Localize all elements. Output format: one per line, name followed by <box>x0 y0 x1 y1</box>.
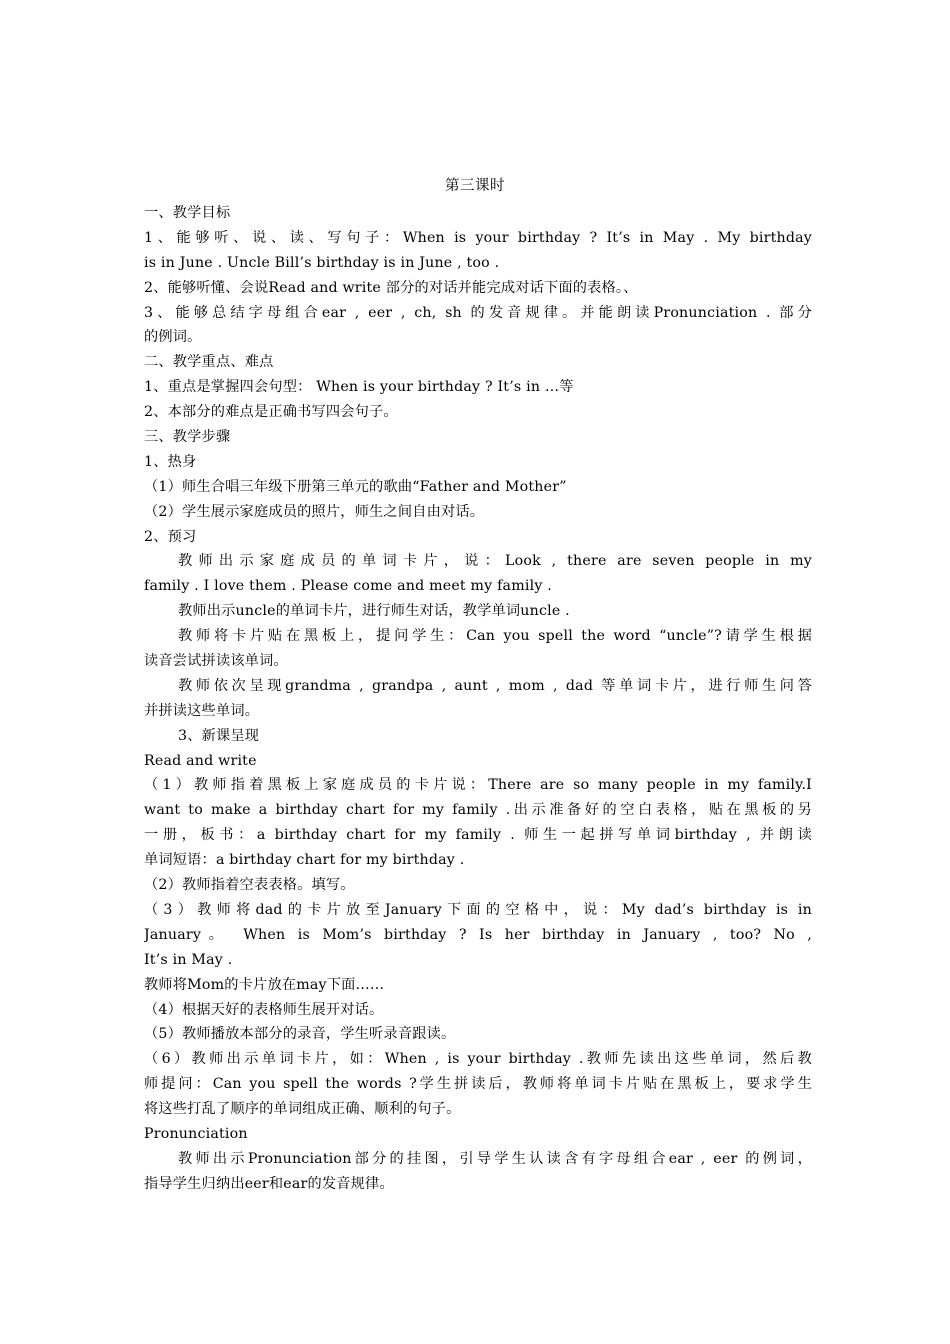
text-line: 1、重点是掌握四会句型： When is your birthday ? It’s in …等 <box>144 379 574 396</box>
document-body <box>144 201 812 1197</box>
text-line: January。 When is Mom’s birthday ? Is her birthday in January , too? No , <box>144 926 812 943</box>
text-line: （2）学生展示家庭成员的照片，师生之间自由对话。 <box>144 503 485 520</box>
text-line: 1、热身 <box>144 453 197 470</box>
text-line: 一册，板书：a birthday chart for my family . 师生一起拼写单词birthday , 并朗读 <box>144 827 812 844</box>
text-line: 师提问：Can you spell the words ?学生拼读后，教师将单词卡片贴在黑板上，要求学生 <box>144 1076 812 1093</box>
text-line: 2、本部分的难点是正确书写四会句子。 <box>144 404 398 421</box>
text-line: 教师出示家庭成员的单词卡片，说：Look , there are seven people in my <box>178 553 812 570</box>
text-line: 读音尝试拼读该单词。 <box>144 653 288 670</box>
text-line: 2、能够听懂、会说Read and write 部分的对话并能完成对话下面的表格。、 <box>144 279 638 296</box>
text-line: 指导学生归纳出eer和ear的发音规律。 <box>144 1175 394 1192</box>
text-line: （3）教师将dad的卡片放至January下面的空格中，说：My dad’s birthday is in <box>144 901 812 918</box>
text-line: is in June . Uncle Bill’s birthday is in June , too . <box>144 254 500 271</box>
text-line: 单词短语：a birthday chart for my birthday . <box>144 852 465 869</box>
text-line: 并拼读这些单词。 <box>144 702 260 719</box>
text-line: 的例词。 <box>144 329 202 346</box>
text-line: Pronunciation <box>144 1125 248 1142</box>
text-line: （2）教师指着空表表格。填写。 <box>144 877 355 894</box>
text-line: 教师出示Pronunciation部分的挂图，引导学生认读含有字母组合ear , eer 的例词， <box>178 1150 812 1167</box>
text-line: family . I love them . Please come and meet my family . <box>144 578 552 595</box>
text-line: Read and write <box>144 752 257 769</box>
text-line: 将这些打乱了顺序的单词组成正确、顺利的句子。 <box>144 1101 461 1118</box>
text-line: 3、新课呈现 <box>178 727 260 744</box>
text-line: 二、教学重点、难点 <box>144 354 274 371</box>
text-line: 教师将Mom的卡片放在may下面…… <box>144 976 385 993</box>
lesson-title: 第三课时 <box>445 178 505 194</box>
text-line: 三、教学步骤 <box>144 429 231 446</box>
text-line: 教师将卡片贴在黑板上，提问学生：Can you spell the word “uncle”?请学生根据 <box>178 628 812 645</box>
text-line: 教师依次呈现grandma , grandpa , aunt , mom , dad 等单词卡片，进行师生问答 <box>178 677 812 694</box>
text-line: It’s in May . <box>144 951 233 968</box>
text-line: 教师出示uncle的单词卡片，进行师生对话，教学单词uncle . <box>178 603 570 620</box>
text-line: （1）教师指着黑板上家庭成员的卡片说：There are so many people in my family.I <box>144 777 812 794</box>
text-line: （1）师生合唱三年级下册第三单元的歌曲“Father and Mother” <box>144 478 567 495</box>
text-line: 一、教学目标 <box>144 205 231 221</box>
text-line: 2、预习 <box>144 528 197 545</box>
text-line: （6）教师出示单词卡片，如：When , is your birthday .教师先读出这些单词，然后教 <box>144 1051 812 1068</box>
text-line: （4）根据天好的表格师生展开对话。 <box>144 1001 384 1018</box>
text-line: 3、能够总结字母组合ear , eer , ch, sh 的发音规律。并能朗读Pronunciation . 部分 <box>144 304 812 321</box>
text-line: （5）教师播放本部分的录音，学生听录音跟读。 <box>144 1026 456 1043</box>
text-line: 1、能够听、说、读、写句子：When is your birthday ? It’s in May . My birthday <box>144 229 812 246</box>
text-line: want to make a birthday chart for my family .出示准备好的空白表格，贴在黑板的另 <box>144 802 812 819</box>
